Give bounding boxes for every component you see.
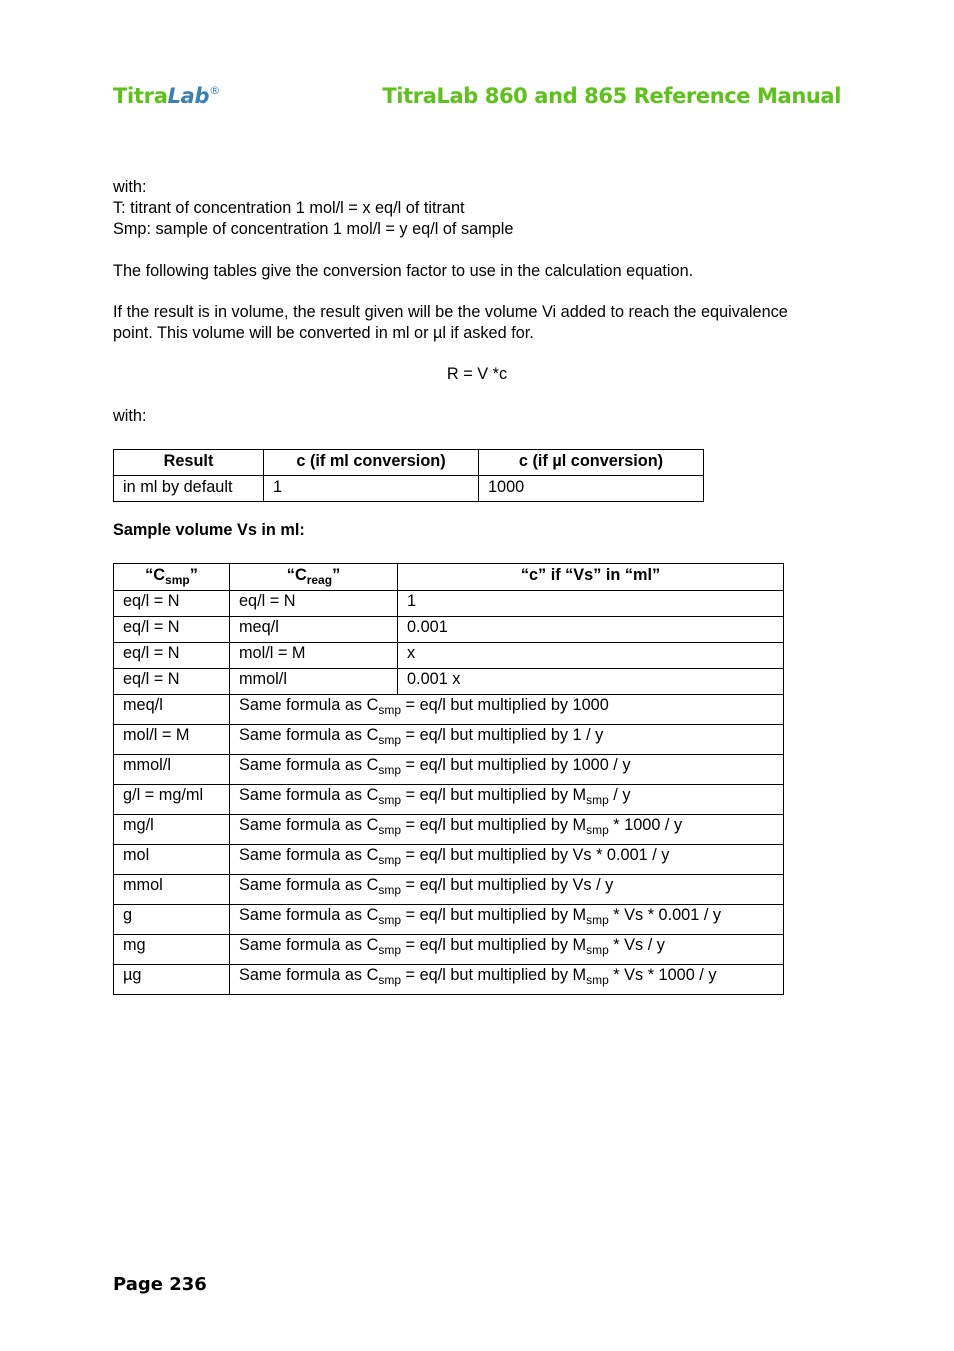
- header-creag: “$C_{reag}$”: [230, 564, 398, 591]
- unit-cell: mg/l: [114, 815, 230, 845]
- brand-suffix: Lab: [167, 84, 210, 108]
- formula-cell: Same formula as $C_{smp} = eq/l$ but multiplied by 1000: [230, 695, 784, 725]
- table-row: [114, 815, 784, 845]
- unit-cell: g: [114, 905, 230, 935]
- formula-cell: Same formula as $C_{smp} = eq/l$ but multiplied by $M_{smp}$ * Vs * 1000 / y: [230, 965, 784, 995]
- table-header-row: [114, 450, 704, 476]
- table-cell: 0.001 x: [398, 669, 784, 695]
- result-equation: R = V *c: [446, 365, 508, 383]
- sample-volume-table: [113, 563, 784, 995]
- with-label-1: with:: [113, 178, 147, 196]
- unit-cell: mol: [114, 845, 230, 875]
- unit-cell: mmol/l: [114, 755, 230, 785]
- unit-cell: g/l = mg/ml: [114, 785, 230, 815]
- unit-cell: µg: [114, 965, 230, 995]
- table-cell: x: [398, 643, 784, 669]
- page-number: Page 236: [113, 1274, 207, 1295]
- formula-cell: Same formula as $C_{smp} = eq/l$ but multiplied by Vs / y: [230, 875, 784, 905]
- table-cell: eq/l = N: [114, 591, 230, 617]
- sample-definition: Smp: sample of concentration 1 mol/l = y eq/l of sample: [113, 220, 514, 238]
- table-cell: in ml by default: [114, 476, 264, 502]
- table-cell: meq/l: [230, 617, 398, 643]
- volume-conversion-table: [113, 449, 704, 502]
- unit-cell: meq/l: [114, 695, 230, 725]
- table-cell: 1: [398, 591, 784, 617]
- table-cell: mol/l = M: [230, 643, 398, 669]
- table-cell: 0.001: [398, 617, 784, 643]
- unit-cell: mol/l = M: [114, 725, 230, 755]
- header-ul-conversion: c (if µl conversion): [479, 450, 704, 476]
- header-c-factor: “c” if “Vs” in “ml”: [398, 564, 784, 591]
- table-row: [114, 617, 784, 643]
- tables-intro: The following tables give the conversion factor to use in the calculation equation.: [113, 262, 694, 280]
- table-cell: eq/l = N: [230, 591, 398, 617]
- formula-cell: Same formula as $C_{smp} = eq/l$ but multiplied by 1 / y: [230, 725, 784, 755]
- registered-mark: ®: [209, 84, 220, 97]
- unit-cell: mg: [114, 935, 230, 965]
- brand-prefix: Titra: [113, 84, 168, 108]
- table-row: [114, 695, 784, 725]
- table-cell: mmol/l: [230, 669, 398, 695]
- table-cell: 1: [264, 476, 479, 502]
- brand-logo: [113, 84, 220, 108]
- table-row: [114, 755, 784, 785]
- formula-cell: Same formula as $C_{smp} = eq/l$ but multiplied by $M_{smp}$ / y: [230, 785, 784, 815]
- header-ml-conversion: c (if ml conversion): [264, 450, 479, 476]
- formula-cell: Same formula as $C_{smp} = eq/l$ but multiplied by $M_{smp}$ * Vs * 0.001 / y: [230, 905, 784, 935]
- table-row: [114, 476, 704, 502]
- titrant-definition: T: titrant of concentration 1 mol/l = x eq/l of titrant: [113, 199, 465, 217]
- with-label-2: with:: [113, 407, 147, 425]
- table-header-row: [114, 564, 784, 591]
- table-row: [114, 845, 784, 875]
- header-result: Result: [114, 450, 264, 476]
- table-cell: eq/l = N: [114, 669, 230, 695]
- table-row: [114, 643, 784, 669]
- unit-cell: mmol: [114, 875, 230, 905]
- table-cell: eq/l = N: [114, 617, 230, 643]
- formula-cell: Same formula as $C_{smp} = eq/l$ but multiplied by $M_{smp} * 1000$ / y: [230, 815, 784, 845]
- volume-paragraph-line-2: point. This volume will be converted in ml or µl if asked for.: [113, 324, 534, 342]
- table-row: [114, 669, 784, 695]
- formula-cell: Same formula as $C_{smp} = eq/l$ but multiplied by 1000 / y: [230, 755, 784, 785]
- table-row: [114, 875, 784, 905]
- table-row: [114, 725, 784, 755]
- manual-title: TitraLab 860 and 865 Reference Manual: [382, 84, 841, 108]
- formula-cell: Same formula as $C_{smp} = eq/l$ but multiplied by Vs * 0.001 / y: [230, 845, 784, 875]
- table-row: [114, 591, 784, 617]
- formula-cell: Same formula as $C_{smp} = eq/l$ but multiplied by $M_{smp}$ * Vs / y: [230, 935, 784, 965]
- table-row: [114, 785, 784, 815]
- header-csmp: “$C_{smp}$”: [114, 564, 230, 591]
- table-row: [114, 905, 784, 935]
- table-cell: eq/l = N: [114, 643, 230, 669]
- section-heading: Sample volume Vs in ml:: [113, 521, 305, 539]
- volume-paragraph-line-1: If the result is in volume, the result given will be the volume Vi added to reach the equivalence: [113, 303, 788, 321]
- table-cell: 1000: [479, 476, 704, 502]
- table-row: [114, 935, 784, 965]
- table-row: [114, 965, 784, 995]
